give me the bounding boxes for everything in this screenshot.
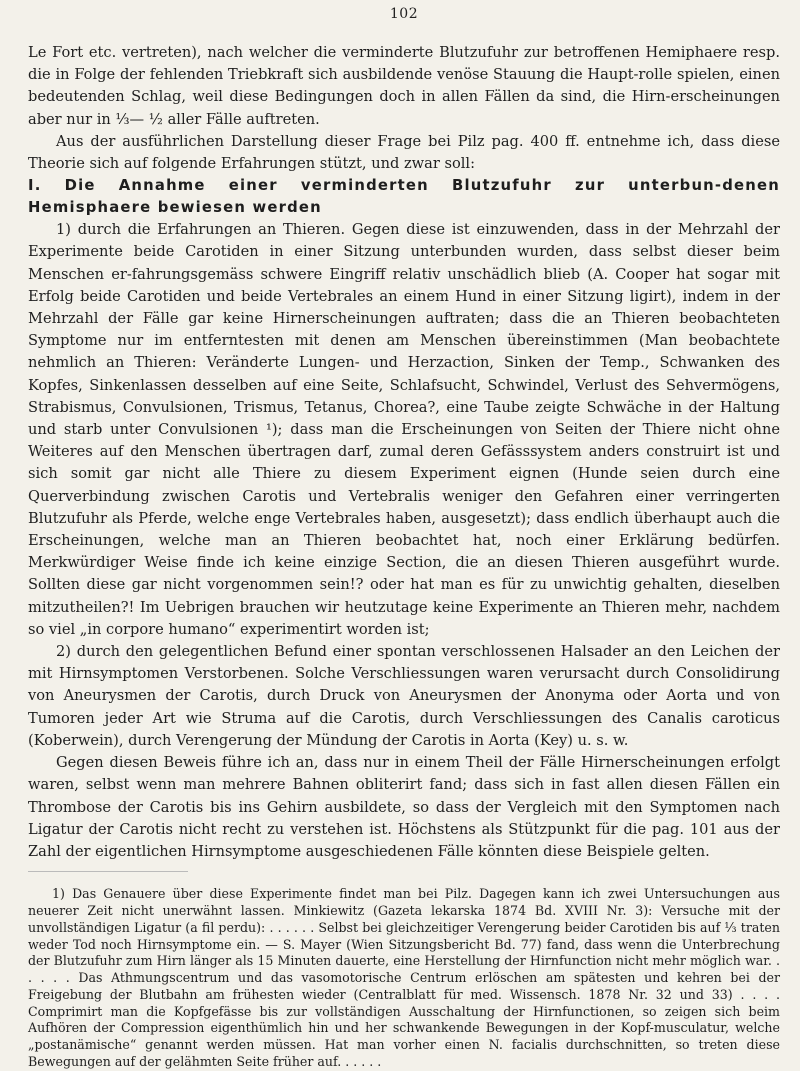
document-page [28,6,780,1070]
paragraph-4: 2) durch den gelegentlichen Befund einer spontan verschlossenen Halsader an den Leichen der mit Hirnsymptomen Verstorbenen. Solche Verschliessungen waren verursacht durch Consolidirung von Aneurysmen der Carotis, durch Druck von Aneurysmen der Anonyma oder Aorta und von Tumoren jeder Art wie Struma auf die Carotis, durch Verschliessungen des Canalis caroticus (Koberwein), durch Verengerung der Mündung der Carotis in Aorta (Key) u. s. w. [28,643,780,749]
paragraph-2: Aus der ausführlichen Darstellung dieser Frage bei Pilz pag. 400 ff. entnehme ich, dass diese Theorie sich auf folgende Erfahrungen stützt, und zwar soll: [28,132,780,173]
page-number: 102 [389,6,419,22]
footnotes [28,886,780,1071]
paragraph-1: Le Fort etc. vertreten), nach welcher die verminderte Blutzufuhr zur betroffenen Hemiphaere resp. die in Folge der fehlenden Triebkraft sich ausbildende venöse Stauung die Haupt-rolle spielen, einen bedeutenden Schlag, weil diese Bedingungen doch in allen Fällen da sind, die Hirn-erscheinungen aber nur in ⅓— ½ aller Fälle auftreten. [28,44,780,128]
footnote-1: 1) Das Genauere über diese Experimente findet man bei Pilz. Dagegen kann ich zwei Untersuchungen aus neuerer Zeit nicht unerwähnt lassen. Minkiewitz (Gazeta lekarska 1874 Bd. XVIII Nr. 3): Versuche mit der unvollständigen Ligatur (a fil perdu): . . . . . . Selbst bei gleichzeitiger Verengerung beider Carotiden bis auf ⅓ traten weder Tod noch Hirnsymptome ein. — S. Mayer (Wien Sitzungsbericht Bd. 77) fand, dass wenn die Unterbrechung der Blutzufuhr zum Hirn länger als 15 Minuten dauerte, eine Herstellung der Hirnfunction nicht mehr möglich war. . . . . . Das Athmungscentrum und das vasomotorische Centrum erlöschen am spätesten und kehren bei der Freigebung der Blutbahn am frühesten wieder (Centralblatt für med. Wissensch. 1878 Nr. 32 und 33) . . . . Comprimirt man die Kopfgefässe bis zur vollständigen Ausschaltung der Hirnfunctionen, so zeigen sich beim Aufhören der Compression eigenthümlich hin und her schwankende Bewegungen in der Kopf-musculatur, welche „postanämische“ genannt werden müssen. Hat man vorher einen N. facialis durchschnitten, so treten diese Bewegungen auf der gelähmten Seite früher auf. . . . . . [28,886,780,1070]
footnote-divider [28,871,188,872]
main-text [28,42,780,863]
paragraph-3: 1) durch die Erfahrungen an Thieren. Gegen diese ist einzuwenden, dass in der Mehrzahl der Experimente beide Carotiden in einer Sitzung unterbunden wurden, dass selbst dieser beim Menschen er-fahrungsgemäss schwere Eingriff relativ unschädlich blieb (A. Cooper hat sogar mit Erfolg beide Carotiden und beide Vertebrales an einem Hund in einer Sitzung ligirt), indem in der Mehrzahl der Fälle gar keine Hirnerscheinungen auftraten; dass die an Thieren beobachteten Symptome nur im entferntesten mit denen am Menschen übereinstimmen (Man beobachtete nehmlich an Thieren: Veränderte Lungen- und Herzaction, Sinken der Temp., Schwanken des Kopfes, Sinkenlassen desselben auf eine Seite, Schlafsucht, Schwindel, Verlust des Sehvermögens, Strabismus, Convulsionen, Trismus, Tetanus, Chorea?, eine Taube zeigte Schwäche in der Haltung und starb unter Convulsionen ¹); dass man die Erscheinungen von Seiten der Thiere nicht ohne Weiteres auf den Menschen übertragen darf, zumal deren Gefässsystem anders construirt ist und sich somit gar nicht alle Thiere zu diesem Experiment eignen (Hunde seien durch eine Querverbindung zwischen Carotis und Vertebralis weniger den Gefahren einer verringerten Blutzufuhr als Pferde, welche enge Vertebrales haben, ausgesetzt); dass endlich überhaupt auch die Erscheinungen, welche man an Thieren beobachtet hat, noch einer Erklärung bedürfen. Merkwürdiger Weise finde ich keine einzige Section, die an diesen Thieren ausgeführt wurde. Sollten diese gar nicht vorgenommen sein!? oder hat man es für zu unwichtig gehalten, dieselben mitzutheilen?! Im Uebrigen brauchen wir heutzutage keine Experimente an Thieren mehr, nachdem so viel „in corpore humano“ experimentirt worden ist; [28,221,780,638]
paragraph-5: Gegen diesen Beweis führe ich an, dass nur in einem Theil der Fälle Hirnerscheinungen erfolgt waren, selbst wenn man mehrere Bahnen obliterirt fand; dass sich in fast allen diesen Fällen ein Thrombose der Carotis bis ins Gehirn ausbildete, so dass der Vergleich mit den Symptomen nach Ligatur der Carotis nicht recht zu verstehen ist. Höchstens als Stützpunkt für die pag. 101 aus der Zahl der eigentlichen Hirnsymptome ausgeschiedenen Fälle könnten diese Beispiele gelten. [28,754,780,860]
section-heading: I. Die Annahme einer verminderten Blutzufuhr zur unterbun-denen Hemisphaere bewiesen werden [28,177,780,217]
